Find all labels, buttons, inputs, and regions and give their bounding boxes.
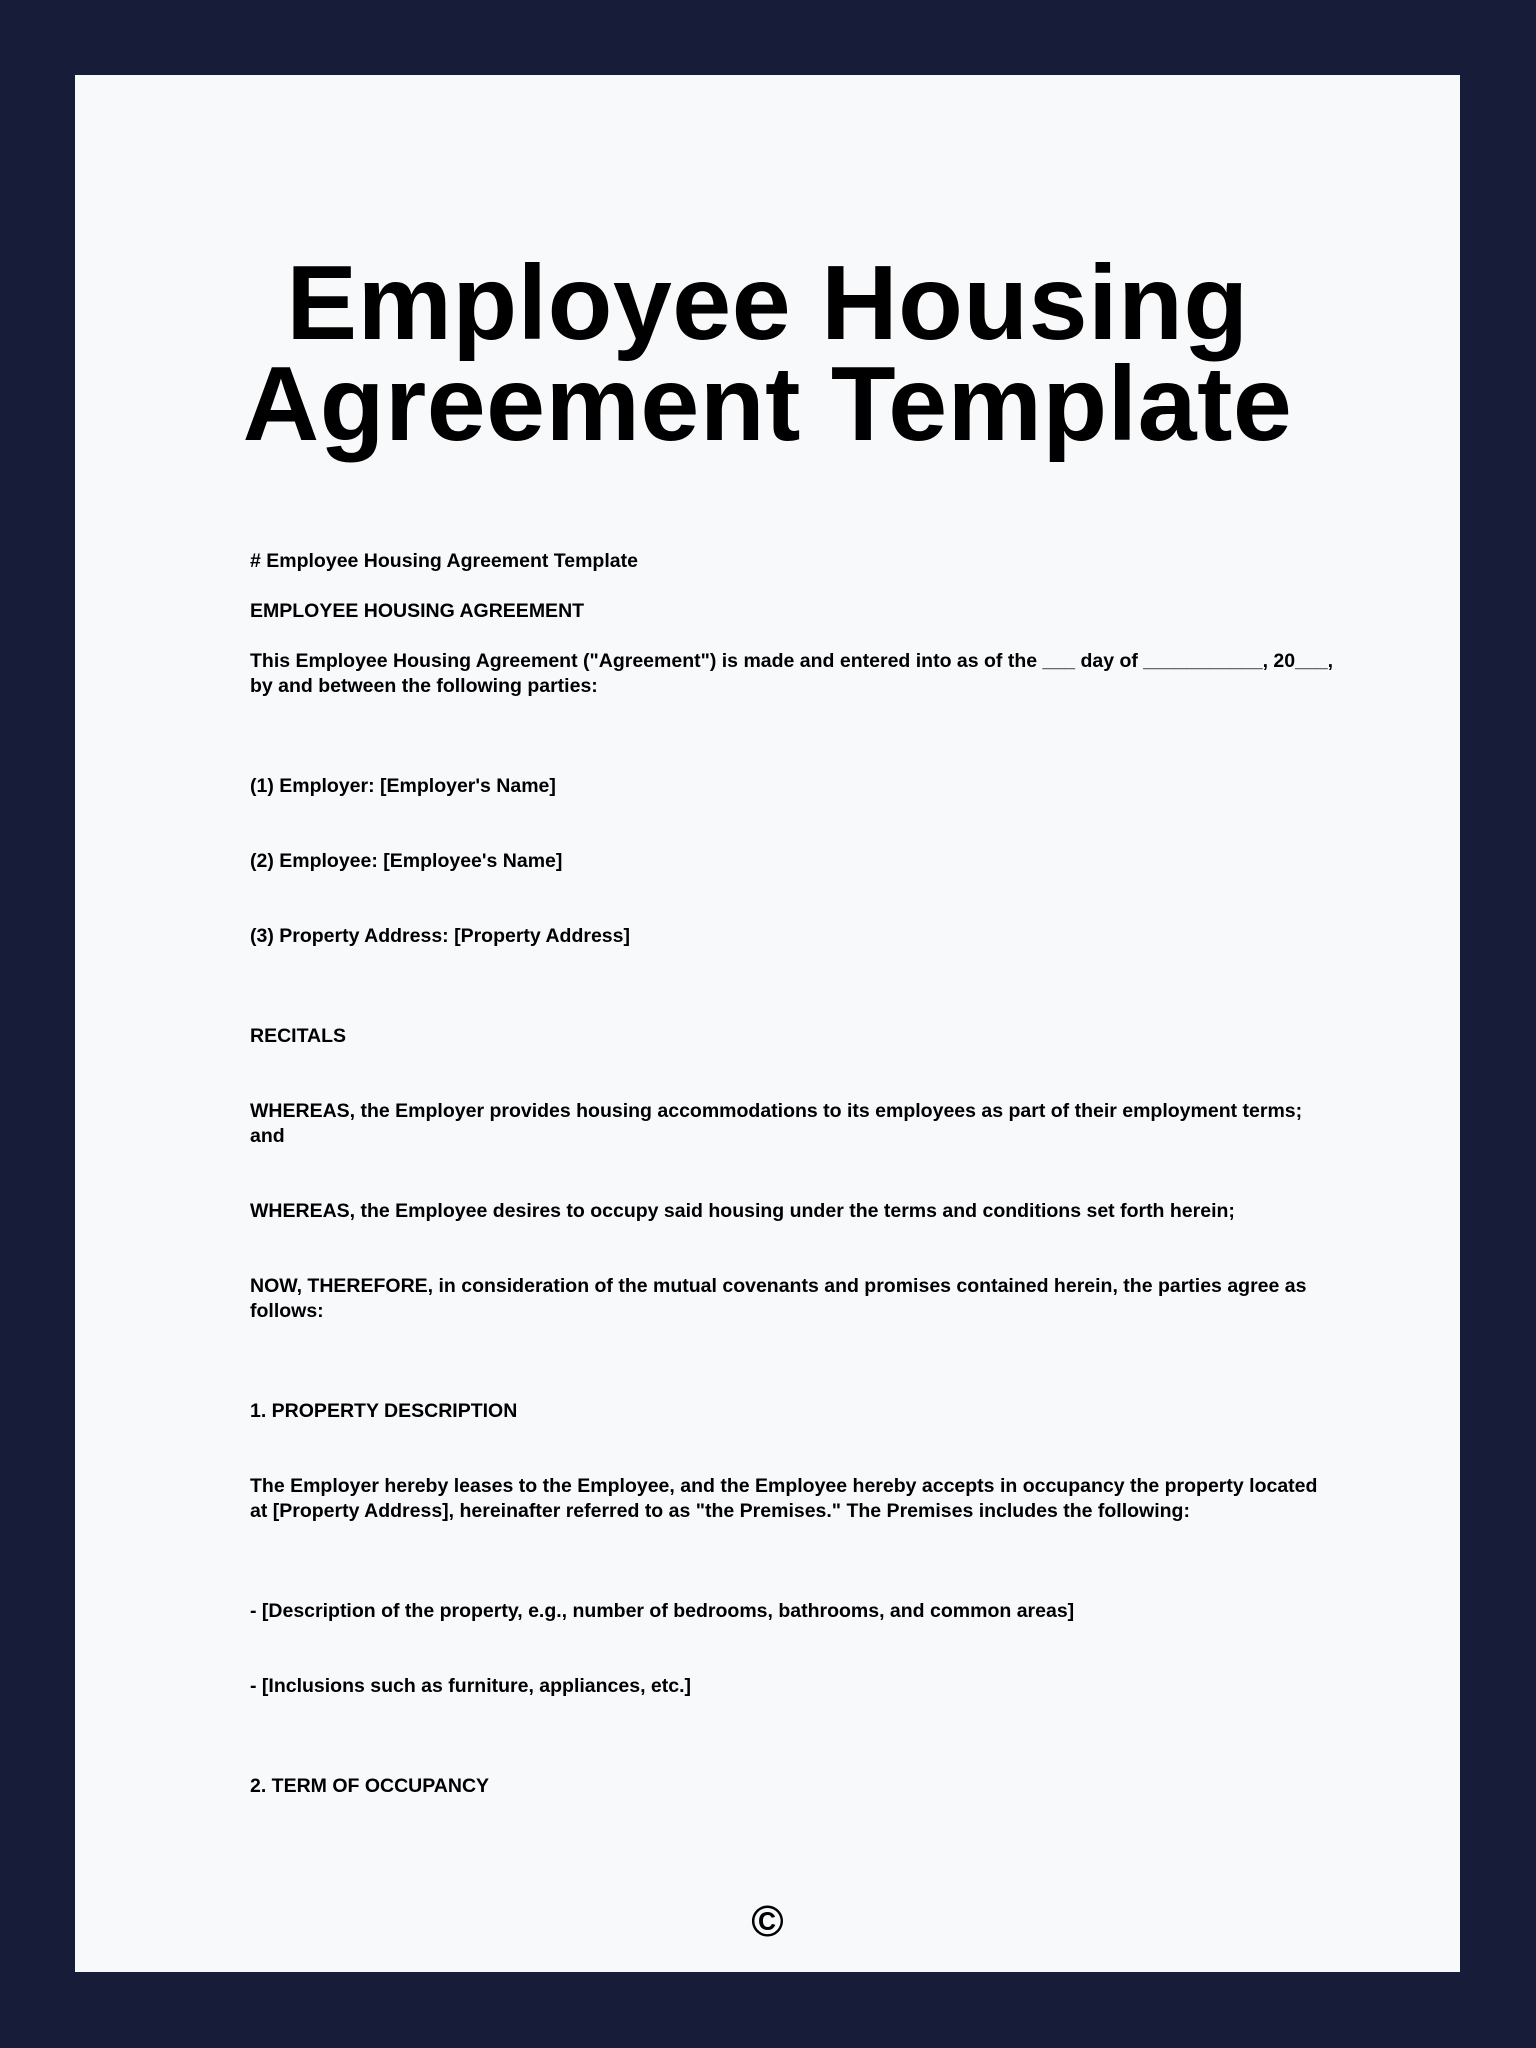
section-2-heading: 2. TERM OF OCCUPANCY [250,1775,490,1797]
section-1-item-inclusions: - [Inclusions such as furniture, appliances, etc.] [250,1675,692,1697]
section-1-item-description: - [Description of the property, e.g., number of bedrooms, bathrooms, and common areas] [250,1600,1075,1622]
recitals-heading: RECITALS [250,1025,347,1047]
party-property-address: (3) Property Address: [Property Address] [250,925,630,947]
document-title-line-2: Agreement Template [242,345,1293,463]
document-page [75,75,1460,1972]
agreement-heading: EMPLOYEE HOUSING AGREEMENT [250,600,585,622]
document-title [75,244,1460,463]
recital-now-therefore: NOW, THEREFORE, in consideration of the mutual covenants and promises contained herein, the parties agree as follows: [250,1275,1307,1322]
section-1-paragraph: The Employer hereby leases to the Employee, and the Employee hereby accepts in occupancy the property located at [Property Address], hereinafter referred to as "the Premises." The Premises includes the following: [250,1475,1318,1522]
recital-whereas-employee: WHEREAS, the Employee desires to occupy said housing under the terms and conditions set forth herein; [250,1200,1235,1222]
document-title-line-1: Employee Housing [286,244,1249,362]
party-employer: (1) Employer: [Employer's Name] [250,775,556,797]
recital-whereas-employer: WHEREAS, the Employer provides housing accommodations to its employees as part of their employment terms; and [250,1100,1303,1147]
copyright-icon: © [751,1897,784,1946]
intro-paragraph: This Employee Housing Agreement ("Agreement") is made and entered into as of the ___ day of ___________, 20___, by and between the following parties: [250,650,1334,697]
markdown-heading: # Employee Housing Agreement Template [250,550,638,572]
party-employee: (2) Employee: [Employee's Name] [250,850,563,872]
section-1-heading: 1. PROPERTY DESCRIPTION [250,1400,518,1422]
